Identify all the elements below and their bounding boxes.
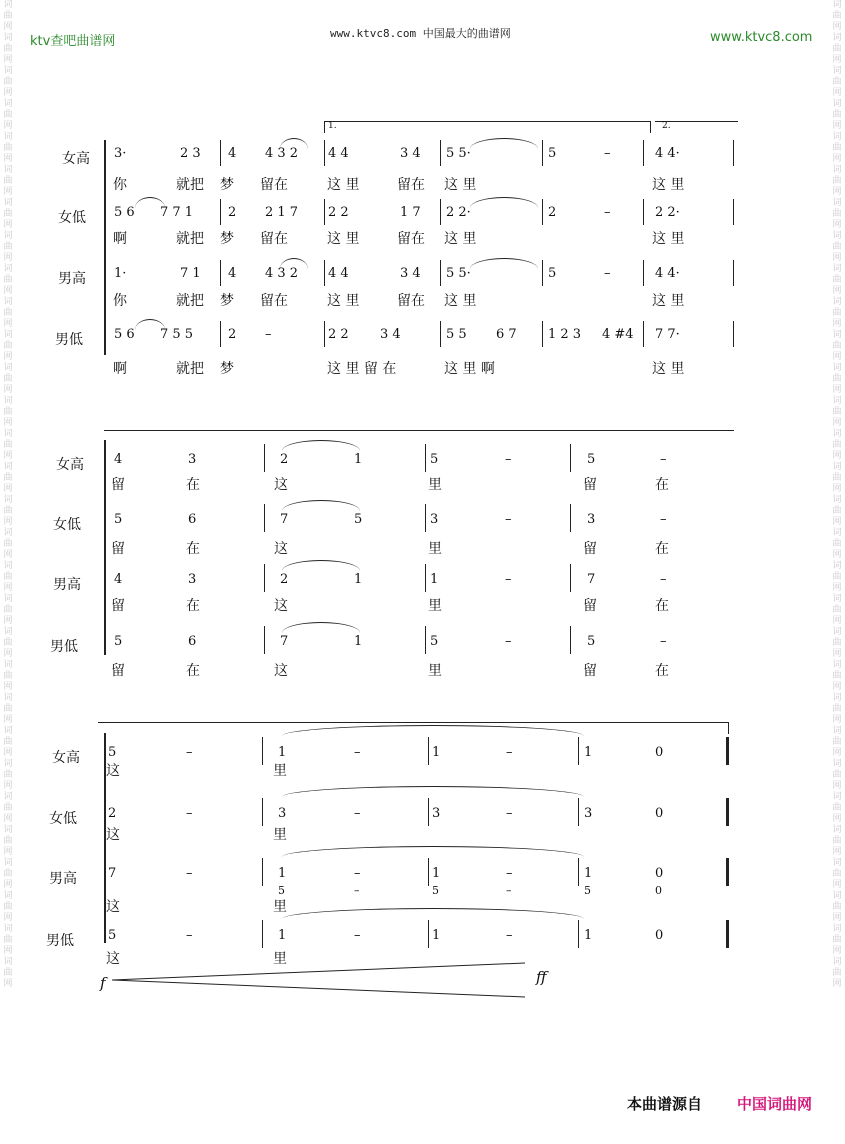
part-label: 男高: [53, 577, 81, 593]
note: 5: [108, 745, 117, 760]
lyric: 这 里: [444, 177, 477, 193]
note: 5 5·: [446, 146, 471, 161]
note: 1 7: [400, 205, 421, 220]
lyric: 这 里: [444, 231, 477, 247]
part-label: 男低: [50, 639, 78, 655]
note: 2: [280, 452, 289, 467]
note: –: [505, 634, 512, 649]
note: 3: [587, 512, 596, 527]
note: –: [660, 452, 667, 467]
lyric: 里: [428, 541, 442, 557]
volta-label: 1.: [328, 121, 337, 131]
note: –: [604, 205, 611, 220]
note: 1: [278, 866, 287, 881]
lyric: 就把: [176, 293, 204, 309]
note: –: [505, 572, 512, 587]
note: 5: [430, 452, 439, 467]
note: 6: [188, 634, 197, 649]
note: 4 4: [328, 146, 349, 161]
note: –: [265, 327, 272, 342]
note-lower: –: [506, 884, 512, 897]
lyric: 里: [428, 663, 442, 679]
note: 1: [432, 866, 441, 881]
lyric: 梦: [220, 293, 234, 309]
lyric: 留在: [260, 177, 288, 193]
note: –: [505, 512, 512, 527]
lyric: 留在: [397, 231, 425, 247]
note: 0: [655, 928, 664, 943]
header-site-left[interactable]: ktv查吧曲谱网: [30, 34, 116, 49]
note: 1: [584, 928, 593, 943]
note-lower: 0: [655, 884, 662, 897]
note: –: [354, 806, 361, 821]
note: 7 7 1: [160, 205, 194, 220]
part-label: 女高: [56, 457, 84, 473]
lyric: 这 里: [652, 177, 685, 193]
lyric: 这 里: [327, 231, 360, 247]
lyric: 留: [583, 477, 597, 493]
note: 3: [432, 806, 441, 821]
lyric: 就把: [176, 361, 204, 377]
dynamic-start: f: [100, 974, 106, 992]
note: 7 1: [180, 266, 201, 281]
note: 3: [278, 806, 287, 821]
lyric: 在: [655, 477, 669, 493]
lyric: 这 里 留 在: [327, 361, 397, 377]
lyric: 你: [113, 177, 127, 193]
lyric: 梦: [220, 231, 234, 247]
lyric: 留: [111, 477, 125, 493]
note: 1: [354, 634, 363, 649]
note: 4 #4: [602, 327, 634, 342]
note: 5: [108, 928, 117, 943]
lyric: 在: [186, 477, 200, 493]
note: 4 4·: [655, 146, 680, 161]
lyric: 在: [655, 541, 669, 557]
note-lower: 5: [278, 884, 285, 897]
note: 5: [587, 452, 596, 467]
part-label: 女低: [49, 811, 77, 827]
lyric: 这 里 啊: [444, 361, 495, 377]
lyric: 里: [273, 827, 287, 843]
lyric: 这 里: [652, 361, 685, 377]
note: –: [506, 806, 513, 821]
note: –: [604, 266, 611, 281]
note: –: [354, 866, 361, 881]
part-label: 女低: [53, 517, 81, 533]
note: 5: [114, 512, 123, 527]
lyric: 在: [655, 598, 669, 614]
part-label: 女低: [58, 210, 86, 226]
source-label: 本曲谱源自: [626, 1095, 702, 1113]
note: 2 2·: [655, 205, 680, 220]
lyric: 这: [106, 899, 120, 915]
note: 5 6: [114, 205, 135, 220]
side-watermark-right: 词曲网词曲网词曲网词曲网词曲网词曲网词曲网词曲网词曲网词曲网词曲网词曲网词曲网词曲网词曲网词曲网词曲网词曲网词曲网词曲网词曲网词曲网词曲网词曲网词曲网词曲网词曲网词曲网词曲网词曲网: [832, 0, 842, 989]
lyric: 啊: [113, 361, 127, 377]
lyric: 这 里: [327, 293, 360, 309]
note: 5: [114, 634, 123, 649]
note: 1: [354, 452, 363, 467]
note: 2 2: [328, 205, 349, 220]
note: 0: [655, 806, 664, 821]
note: 3: [584, 806, 593, 821]
lyric: 留: [583, 541, 597, 557]
lyric: 这: [274, 663, 288, 679]
note: 2 3: [180, 146, 201, 161]
note: 6 7: [496, 327, 517, 342]
note: 4: [228, 146, 237, 161]
note: 5: [430, 634, 439, 649]
note: 1·: [114, 266, 127, 281]
note: 1: [278, 928, 287, 943]
note: 3: [188, 452, 197, 467]
note: 5: [548, 146, 557, 161]
lyric: 这: [274, 598, 288, 614]
note: 2: [228, 205, 237, 220]
lyric: 这: [106, 763, 120, 779]
note: 1: [432, 928, 441, 943]
volta-label: 2.: [662, 121, 671, 131]
header-site-right[interactable]: www.ktvc8.com: [710, 30, 813, 45]
header-site-center: www.ktvc8.com 中国最大的曲谱网: [330, 27, 511, 40]
note: –: [660, 634, 667, 649]
note: 0: [655, 745, 664, 760]
lyric: 在: [186, 598, 200, 614]
note: 7 5 5: [160, 327, 194, 342]
lyric: 里: [428, 477, 442, 493]
side-watermark-left: 词曲网词曲网词曲网词曲网词曲网词曲网词曲网词曲网词曲网词曲网词曲网词曲网词曲网词曲网词曲网词曲网词曲网词曲网词曲网词曲网词曲网词曲网词曲网词曲网词曲网词曲网词曲网词曲网词曲网词曲网: [3, 0, 13, 989]
lyric: 这: [274, 477, 288, 493]
lyric: 梦: [220, 177, 234, 193]
lyric: 留: [583, 663, 597, 679]
note: 2: [280, 572, 289, 587]
note: –: [506, 928, 513, 943]
note: 7: [280, 512, 289, 527]
note: 7: [587, 572, 596, 587]
note: 1 2 3: [548, 327, 582, 342]
note: 2 2: [328, 327, 349, 342]
part-label: 男高: [49, 871, 77, 887]
note: –: [660, 512, 667, 527]
note-lower: 5: [584, 884, 591, 897]
lyric: 留: [111, 663, 125, 679]
lyric: 留在: [397, 177, 425, 193]
note: 1: [430, 572, 439, 587]
note: 2: [548, 205, 557, 220]
lyric: 这 里: [327, 177, 360, 193]
note: 6: [188, 512, 197, 527]
dynamic-end: ff: [536, 968, 547, 986]
hairpin-line: [112, 980, 525, 997]
note: 0: [655, 866, 664, 881]
note: 3·: [114, 146, 127, 161]
lyric: 这: [274, 541, 288, 557]
note: –: [186, 866, 193, 881]
note: –: [354, 928, 361, 943]
note: 5 5·: [446, 266, 471, 281]
note: 1: [584, 745, 593, 760]
note: –: [505, 452, 512, 467]
lyric: 里: [273, 899, 287, 915]
lyric: 就把: [176, 231, 204, 247]
note: 3 4: [380, 327, 401, 342]
note: 5: [548, 266, 557, 281]
note: 4: [114, 452, 123, 467]
lyric: 这 里: [444, 293, 477, 309]
lyric: 啊: [113, 231, 127, 247]
note: –: [604, 146, 611, 161]
lyric: 你: [113, 293, 127, 309]
note: 5 5: [446, 327, 467, 342]
lyric: 梦: [220, 361, 234, 377]
note: 3: [188, 572, 197, 587]
note: 7 7·: [655, 327, 680, 342]
note: –: [354, 745, 361, 760]
note: 1: [354, 572, 363, 587]
note: 4 3 2: [265, 146, 299, 161]
lyric: 就把: [176, 177, 204, 193]
note: –: [506, 745, 513, 760]
lyric: 留: [111, 541, 125, 557]
part-label: 女高: [62, 151, 90, 167]
note: –: [186, 806, 193, 821]
note: 5: [354, 512, 363, 527]
note: 2 1 7: [265, 205, 299, 220]
note: 3 4: [400, 146, 421, 161]
part-label: 男低: [46, 933, 74, 949]
note: 1: [432, 745, 441, 760]
note: 7: [108, 866, 117, 881]
note: 3 4: [400, 266, 421, 281]
note-lower: 5: [432, 884, 439, 897]
lyric: 里: [273, 763, 287, 779]
note: 5 6: [114, 327, 135, 342]
note: 4 4: [328, 266, 349, 281]
note: 2 2·: [446, 205, 471, 220]
lyric: 留: [583, 598, 597, 614]
note: 1: [278, 745, 287, 760]
lyric: 留: [111, 598, 125, 614]
source-site-link[interactable]: 中国词曲网: [736, 1095, 812, 1113]
note: –: [186, 745, 193, 760]
note: 2: [108, 806, 117, 821]
lyric: 留在: [397, 293, 425, 309]
lyric: 留在: [260, 293, 288, 309]
lyric: 这 里: [652, 231, 685, 247]
note: 4: [114, 572, 123, 587]
part-label: 男低: [55, 332, 83, 348]
note: –: [186, 928, 193, 943]
note: 2: [228, 327, 237, 342]
part-label: 女高: [52, 750, 80, 766]
lyric: 里: [428, 598, 442, 614]
note: 5: [587, 634, 596, 649]
lyric: 在: [186, 541, 200, 557]
lyric: 在: [655, 663, 669, 679]
note: 4: [228, 266, 237, 281]
note: 7: [280, 634, 289, 649]
note-lower: –: [354, 884, 360, 897]
lyric: 里: [273, 951, 287, 967]
lyric: 这: [106, 951, 120, 967]
note: –: [660, 572, 667, 587]
lyric: 这: [106, 827, 120, 843]
hairpin-line: [112, 963, 525, 980]
note: 4 3 2: [265, 266, 299, 281]
note: –: [506, 866, 513, 881]
note: 1: [584, 866, 593, 881]
part-label: 男高: [58, 271, 86, 287]
note: 3: [430, 512, 439, 527]
lyric: 在: [186, 663, 200, 679]
note: 4 4·: [655, 266, 680, 281]
lyric: 这 里: [652, 293, 685, 309]
lyric: 留在: [260, 231, 288, 247]
